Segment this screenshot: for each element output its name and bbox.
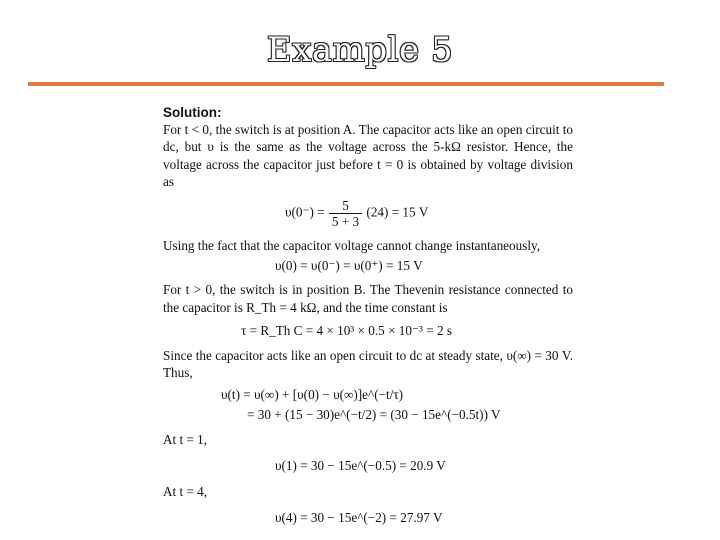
eq1-fraction: [329, 198, 362, 229]
paragraph-intro: For t < 0, the switch is at position A. The capacitor acts like an open circuit to dc, but υ is the same as the voltage across the 5-kΩ resistor. Hence, the voltage across the capacitor just before t = 0 is obtained by voltage division as: [163, 122, 573, 189]
equation-response-line2: = 30 + (15 − 30)e^(−t/2) = (30 − 15e^(−0.5t)) V: [247, 406, 501, 422]
eq1-rhs: (24) = 15 V: [366, 204, 429, 220]
equation-time-constant: τ = R_Th C = 4 × 10³ × 0.5 × 10⁻³ = 2 s: [241, 322, 452, 338]
solution-content: [163, 104, 573, 527]
equation-initial-voltage: υ(0) = υ(0⁻) = υ(0⁺) = 15 V: [275, 258, 423, 274]
paragraph-at-t1: At t = 1,: [163, 431, 208, 447]
eq1-numerator: 5: [329, 198, 362, 214]
equation-voltage-division: [285, 198, 573, 229]
slide-title: Example 5: [266, 30, 454, 70]
paragraph-continuity: Using the fact that the capacitor voltage cannot change instantaneously,: [163, 238, 541, 254]
solution-heading: Solution:: [163, 105, 222, 120]
paragraph-thevenin: For t > 0, the switch is in position B. The Thevenin resistance connected to the capacitor is R_Th = 4 kΩ, and the time constant is: [163, 282, 573, 315]
equation-v4: υ(4) = 30 − 15e^(−2) = 27.97 V: [275, 510, 443, 526]
paragraph-at-t4: At t = 4,: [163, 484, 208, 500]
eq1-lhs: υ(0⁻) =: [285, 204, 325, 220]
equation-v1: υ(1) = 30 − 15e^(−0.5) = 20.9 V: [275, 458, 446, 474]
paragraph-steady-state: Since the capacitor acts like an open circuit to dc at steady state, υ(∞) = 30 V. Thus,: [163, 348, 573, 381]
equation-response-line1: υ(t) = υ(∞) + [υ(0) − υ(∞)]e^(−t/τ): [221, 387, 404, 403]
eq1-denominator: 5 + 3: [331, 214, 360, 230]
title-divider: [28, 82, 664, 86]
